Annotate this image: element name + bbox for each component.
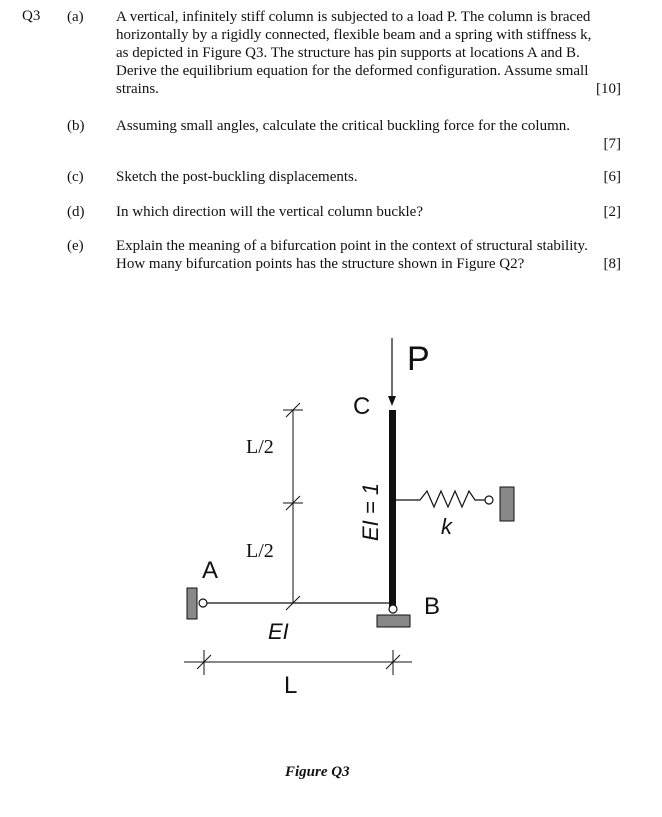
part-label: (e) [67,238,84,254]
marks: [7] [603,136,621,152]
column-stiffness-label: EI = 1 [358,482,383,541]
support-b [377,605,410,627]
text-line: Sketch the post-buckling displacements. [116,169,358,185]
span-dimension [184,650,412,675]
marks: [10] [596,81,621,97]
span-label: L [284,672,298,699]
text-line: Assuming small angles, calculate the critical buckling force for the column. [116,118,571,134]
marks: [8] [603,256,621,272]
text-line: Derive the equilibrium equation for the deformed configuration. Assume small [116,63,589,79]
lower-half-label: L/2 [246,540,274,562]
load-arrow [388,338,396,406]
marks: [6] [603,169,621,185]
text-line: Explain the meaning of a bifurcation point in the context of structural stability. [116,238,588,254]
part-label: (c) [67,169,84,185]
part-label: (a) [67,9,84,25]
beam-stiffness-label: EI [268,619,289,644]
column [389,410,396,607]
text-line: In which direction will the vertical column buckle? [116,204,423,220]
text-line: strains. [116,81,159,97]
text-line: as depicted in Figure Q3. The structure has pin supports at locations A and B. [116,45,580,61]
point-c-label: C [353,393,371,420]
marks: [2] [603,204,621,220]
question-number: Q3 [22,8,41,24]
support-a-label: A [202,557,219,584]
part-label: (d) [67,204,85,220]
text-line: horizontally by a rigidly connected, flexible beam and a spring with stiffness k, [116,27,592,43]
height-dimension [283,403,303,610]
spring-label: k [441,514,452,539]
spring [396,487,514,521]
support-a [187,588,207,619]
upper-half-label: L/2 [246,436,274,458]
text-line: A vertical, infinitely stiff column is subjected to a load P. The column is braced [116,9,591,25]
figure-caption: Figure Q3 [285,764,350,780]
load-label: P [407,340,430,378]
part-label: (b) [67,118,85,134]
support-b-label: B [424,593,441,620]
text-line: How many bifurcation points has the structure shown in Figure Q2? [116,256,525,272]
